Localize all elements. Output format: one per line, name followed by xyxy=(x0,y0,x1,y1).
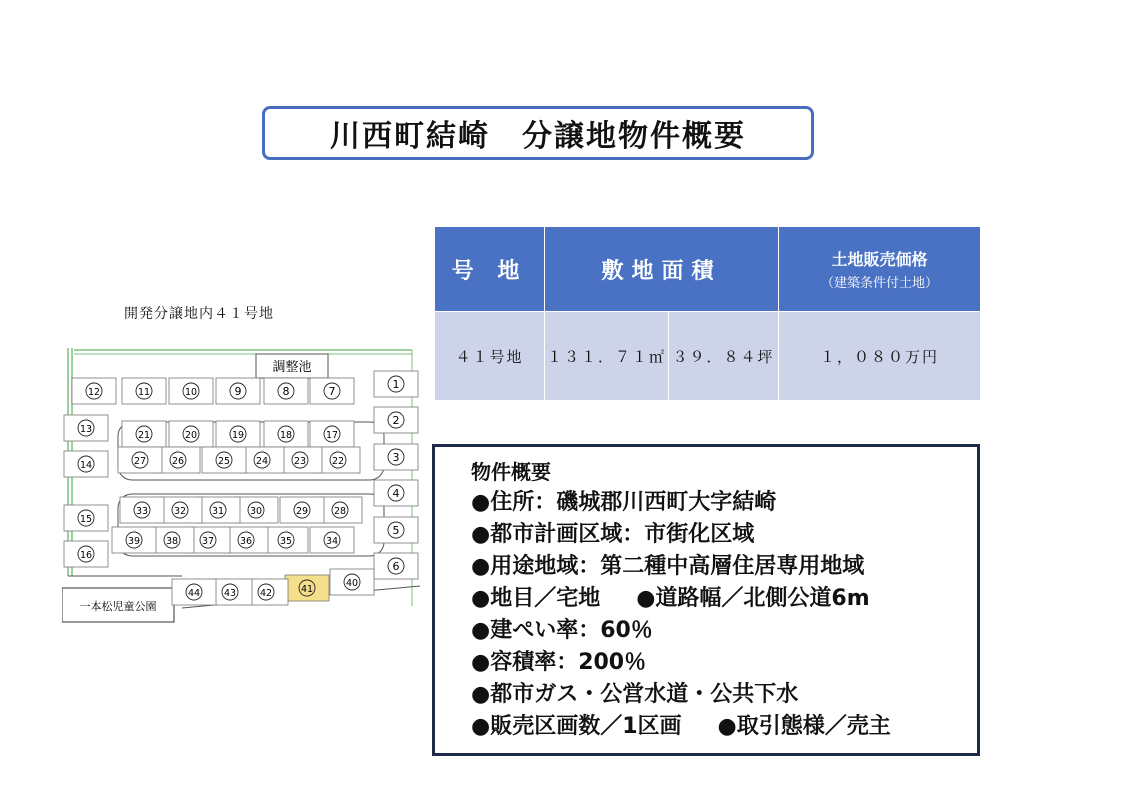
summary-line: ●住所：磯城郡川西町大字結崎 xyxy=(471,490,777,515)
lot-number: 2 xyxy=(392,414,400,427)
lot-35 xyxy=(264,527,308,553)
summary-line: ●用途地域：第二種中高層住居専用地域 xyxy=(471,554,865,579)
lot-number: 36 xyxy=(239,536,253,547)
lot-23 xyxy=(278,447,322,473)
lot-7 xyxy=(310,378,354,404)
lot-number: 14 xyxy=(79,460,93,471)
lot-3 xyxy=(374,444,418,470)
lot-number: 33 xyxy=(135,506,149,517)
lot-11 xyxy=(122,378,166,404)
lot-36 xyxy=(224,527,268,553)
lot-13 xyxy=(64,415,108,441)
lot-number: 32 xyxy=(173,506,187,517)
lot-number: 17 xyxy=(325,430,339,441)
lot-17 xyxy=(310,421,354,447)
lot-number: 28 xyxy=(333,506,347,517)
lot-1 xyxy=(374,371,418,397)
summary-land-type: ●地目／宅地 xyxy=(471,586,601,611)
lot-number: 20 xyxy=(184,430,198,441)
summary-line xyxy=(471,711,977,743)
lot-number: 39 xyxy=(127,536,141,547)
lot-33 xyxy=(120,497,164,523)
lot-9 xyxy=(216,378,260,404)
header-price: 土地販売価格 （建築条件付土地） xyxy=(779,227,981,312)
lot-number: 3 xyxy=(392,451,400,464)
cell-price: １，０８０万円 xyxy=(779,312,981,401)
lot-number: 9 xyxy=(234,385,242,398)
lot-number: 30 xyxy=(249,506,263,517)
lot-number: 31 xyxy=(211,506,225,517)
summary-line xyxy=(471,583,977,615)
property-price-table xyxy=(434,226,981,401)
lot-18 xyxy=(264,421,308,447)
lot-number: 19 xyxy=(231,430,245,441)
lot-26 xyxy=(156,447,200,473)
cell-area-tsubo: ３９．８４坪 xyxy=(669,312,779,401)
lot-number: 23 xyxy=(293,456,307,467)
lot-number: 7 xyxy=(328,385,336,398)
lot-40 xyxy=(330,569,374,595)
lot-25 xyxy=(202,447,246,473)
lot-6 xyxy=(374,553,418,579)
summary-title: 物件概要 xyxy=(471,460,551,484)
lot-32 xyxy=(158,497,202,523)
table-row xyxy=(435,312,981,401)
lot-4 xyxy=(374,480,418,506)
lot-27 xyxy=(118,447,162,473)
cell-lot: ４１号地 xyxy=(435,312,545,401)
summary-line: ●容積率：200％ xyxy=(471,650,647,675)
map-caption: 開発分譲地内４１号地 xyxy=(124,306,274,322)
lot-number: 25 xyxy=(217,456,231,467)
lot-34 xyxy=(310,527,354,553)
lot-number: 44 xyxy=(187,588,201,599)
lot-number: 21 xyxy=(137,430,151,441)
summary-line: ●都市計画区域：市街化区域 xyxy=(471,522,755,547)
property-summary xyxy=(432,444,980,756)
lot-number: 5 xyxy=(392,524,400,537)
lot-12 xyxy=(72,378,116,404)
summary-road: ●道路幅／北側公道6m xyxy=(636,586,870,611)
lot-20 xyxy=(169,421,213,447)
lot-5 xyxy=(374,517,418,543)
table-header-row xyxy=(435,227,981,312)
lot-number: 27 xyxy=(133,456,147,467)
lot-2 xyxy=(374,407,418,433)
lot-44 xyxy=(172,579,216,605)
summary-line: ●建ぺい率：60％ xyxy=(471,618,653,643)
park-label: 一本松児童公園 xyxy=(79,600,157,613)
lot-number: 16 xyxy=(79,550,93,561)
cell-area-m2: １３１．７１㎡ xyxy=(545,312,669,401)
lot-number: 8 xyxy=(282,385,290,398)
summary-line: ●都市ガス・公営水道・公共下水 xyxy=(471,682,799,707)
lot-24 xyxy=(240,447,284,473)
lot-number: 26 xyxy=(171,456,185,467)
lot-number: 40 xyxy=(345,578,359,589)
lot-number: 10 xyxy=(184,387,198,398)
lot-10 xyxy=(169,378,213,404)
lot-number: 6 xyxy=(392,560,400,573)
lot-number: 37 xyxy=(201,536,215,547)
lot-number: 43 xyxy=(223,588,237,599)
header-lot: 号 地 xyxy=(435,227,545,312)
lot-28 xyxy=(318,497,362,523)
lot-38 xyxy=(150,527,194,553)
pond-label: 調整池 xyxy=(272,360,312,375)
lot-15 xyxy=(64,505,108,531)
lot-number: 13 xyxy=(79,424,93,435)
summary-transaction: ●取引態様／売主 xyxy=(717,714,891,739)
page-title: 川西町結崎 分譲地物件概要 xyxy=(262,106,814,160)
lot-markers xyxy=(64,371,418,605)
lot-31 xyxy=(196,497,240,523)
lot-number: 12 xyxy=(87,387,101,398)
lot-number: 18 xyxy=(279,430,293,441)
lot-21 xyxy=(122,421,166,447)
lot-41 xyxy=(285,575,329,601)
lot-number: 15 xyxy=(79,514,93,525)
lot-number: 24 xyxy=(255,456,269,467)
lot-number: 29 xyxy=(295,506,309,517)
lot-number: 22 xyxy=(331,456,345,467)
lot-39 xyxy=(112,527,156,553)
lot-number: 35 xyxy=(279,536,293,547)
lot-22 xyxy=(316,447,360,473)
lot-19 xyxy=(216,421,260,447)
lot-number: 38 xyxy=(165,536,179,547)
subdivision-map xyxy=(62,346,424,628)
lot-30 xyxy=(234,497,278,523)
lot-number: 11 xyxy=(137,387,151,398)
lot-number: 34 xyxy=(325,536,339,547)
summary-sections: ●販売区画数／1区画 xyxy=(471,714,682,739)
lot-8 xyxy=(264,378,308,404)
lot-number: 4 xyxy=(392,487,400,500)
header-area: 敷地面積 xyxy=(545,227,779,312)
lot-number: 41 xyxy=(300,584,314,595)
lot-number: 42 xyxy=(259,588,273,599)
lot-29 xyxy=(280,497,324,523)
lot-number: 1 xyxy=(392,378,400,391)
lot-14 xyxy=(64,451,108,477)
lot-16 xyxy=(64,541,108,567)
